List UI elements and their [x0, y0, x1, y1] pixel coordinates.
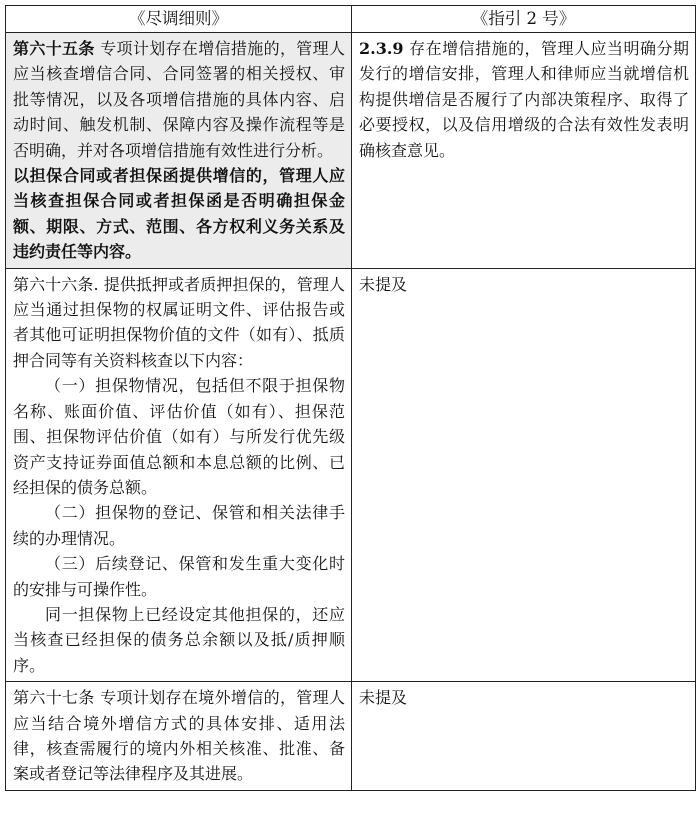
cell-article-66: [6, 268, 352, 682]
comparison-table: [5, 5, 696, 791]
list-item: （一）担保物情况，包括但不限于担保物名称、账面价值、评估价值（如有）、担保范围、担保物评估价值（如有）与所发行优先级资产支持证券面值总额和本息总额的比例、已经担保的债务总额。: [13, 376, 345, 497]
table-row: [6, 33, 696, 269]
article-text: 提供抵押或者质押担保的，管理人应当通过担保物的权属证明文件、评估报告或者其他可证明担保物价值的文件（如有）、抵质押合同等有关资料核查以下内容：: [13, 274, 345, 370]
table-row: [6, 268, 696, 682]
header-right: 《指引 2 号》: [352, 6, 696, 33]
article-67-paragraph: [13, 685, 345, 787]
article-text: 专项计划存在境外增信的，管理人应当结合境外增信方式的具体安排、适用法律，核查需履行的境内外相关核准、批准、备案或者登记等法律程序及其进展。: [13, 688, 345, 784]
list-item: 同一担保物上已经设定其他担保的，还应当核查已经担保的债务总余额以及抵/质押顺序。: [13, 604, 345, 675]
header-left: 《尽调细则》: [6, 6, 352, 33]
cell-article-65: [6, 33, 352, 269]
list-item: （三）后续登记、保管和发生重大变化时的安排与可操作性。: [13, 554, 345, 599]
article-number: 第六十五条: [13, 39, 95, 58]
table-row: [6, 682, 696, 791]
article-66-paragraph: [13, 272, 345, 374]
cell-not-mentioned: 未提及: [352, 268, 696, 682]
cell-article-67: [6, 682, 352, 791]
header-row: [6, 6, 696, 33]
article-65-bold-paragraph: 以担保合同或者担保函提供增信的，管理人应当核查担保合同或者担保函是否明确担保金额、期限、方式、范围、各方权利义务关系及违约责任等内容。: [13, 166, 345, 262]
article-65-paragraph: [13, 36, 345, 163]
cell-not-mentioned: 未提及: [352, 682, 696, 791]
article-number: 第六十七条: [13, 688, 95, 708]
article-text: 专项计划存在增信措施的，管理人应当核查增信合同、合同签署的相关授权、审批等情况，以及各项增信措施的具体内容、启动时间、触发机制、保障内容及操作流程等是否明确，并对各项增信措施有效性进行分析。: [13, 39, 345, 160]
list-item: （二）担保物的登记、保管和相关法律手续的办理情况。: [13, 503, 345, 548]
guide-text: 存在增信措施的，管理人应当明确分期发行的增信安排，管理人和律师应当就增信机构提供增信是否履行了内部决策程序、取得了必要授权，以及信用增级的合法有效性发表明确核查意见。: [359, 39, 689, 160]
cell-guide-2-3-9: [352, 33, 696, 269]
guide-paragraph: [359, 36, 689, 163]
clause-number: 2.3.9: [359, 39, 404, 58]
article-number: 第六十六条.: [13, 274, 99, 294]
